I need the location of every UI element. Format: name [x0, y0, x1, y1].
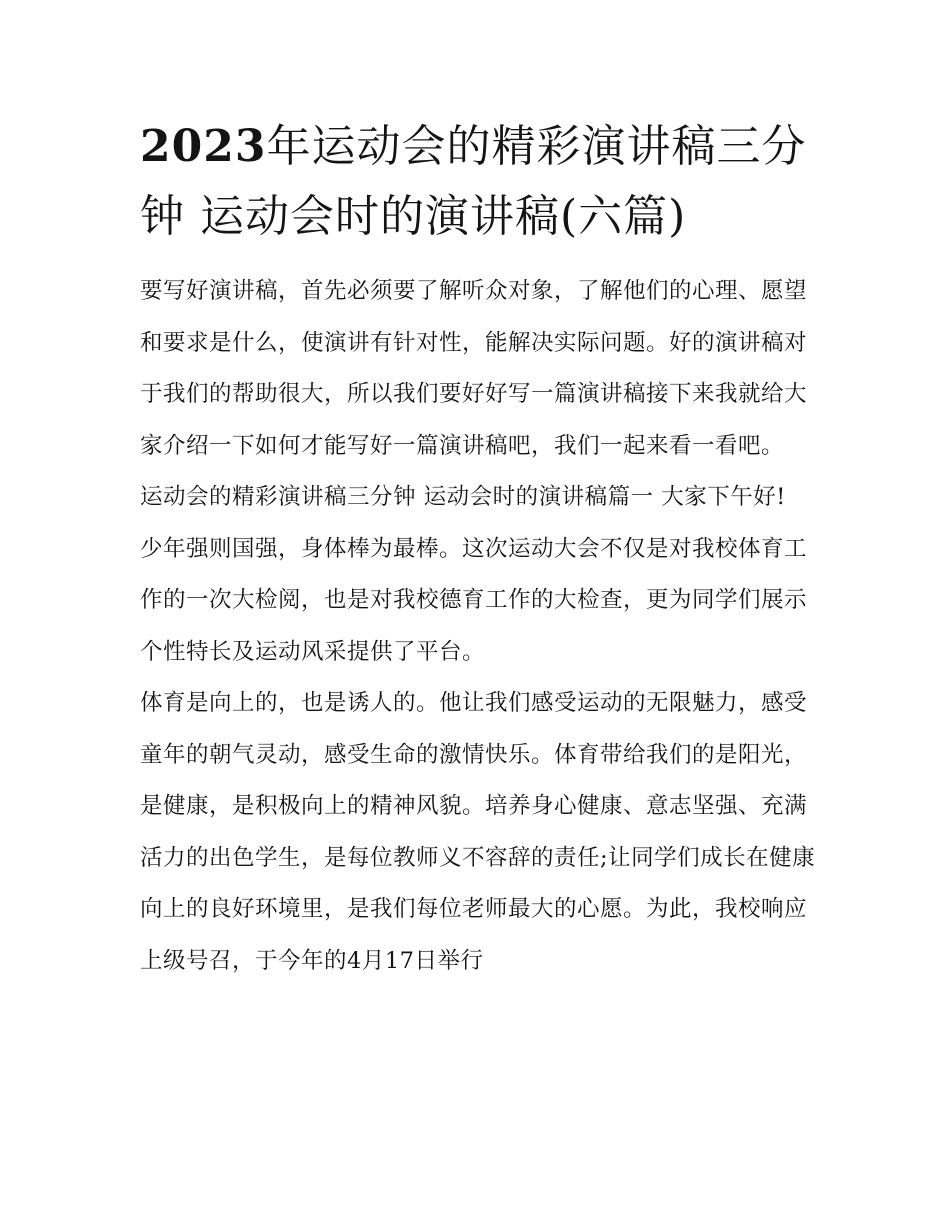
title-year: 2023	[140, 121, 267, 172]
paragraph-intro: 要写好演讲稿，首先必须要了解听众对象，了解他们的心理、愿望和要求是什么，使演讲有针对性，能解决实际问题。好的演讲稿对于我们的帮助很大，所以我们要好好写一篇演讲稿接下来我就给大家介绍一下如何才能写好一篇演讲稿吧，我们一起来看一看吧。	[140, 278, 808, 459]
document-title	[140, 112, 820, 252]
paragraph-body-2: 体育是向上的，也是诱人的。他让我们感受运动的无限魅力，感受童年的朝气灵动，感受生命的激情快乐。体育带给我们的是阳光，是健康，是积极向上的精神风貌。培养身心健康、意志坚强、充满活力的出色学生，是每位教师义不容辞的责任;让同学们成长在健康向上的良好环境里，是我们每位老师最大的心愿。为此，我校响应上级号召，于今年的4月17日举行	[140, 690, 816, 974]
title-text: 年运动会的精彩演讲稿三分钟 运动会时的演讲稿(六篇)	[140, 121, 807, 242]
paragraph-heading-1: 运动会的精彩演讲稿三分钟 运动会时的演讲稿篇一 大家下午好!	[140, 484, 786, 510]
paragraph-body-1: 少年强则国强，身体棒为最棒。这次运动大会不仅是对我校体育工作的一次大检阅，也是对我校德育工作的大检查，更为同学们展示个性特长及运动风采提供了平台。	[140, 535, 808, 665]
document-page	[140, 112, 820, 987]
